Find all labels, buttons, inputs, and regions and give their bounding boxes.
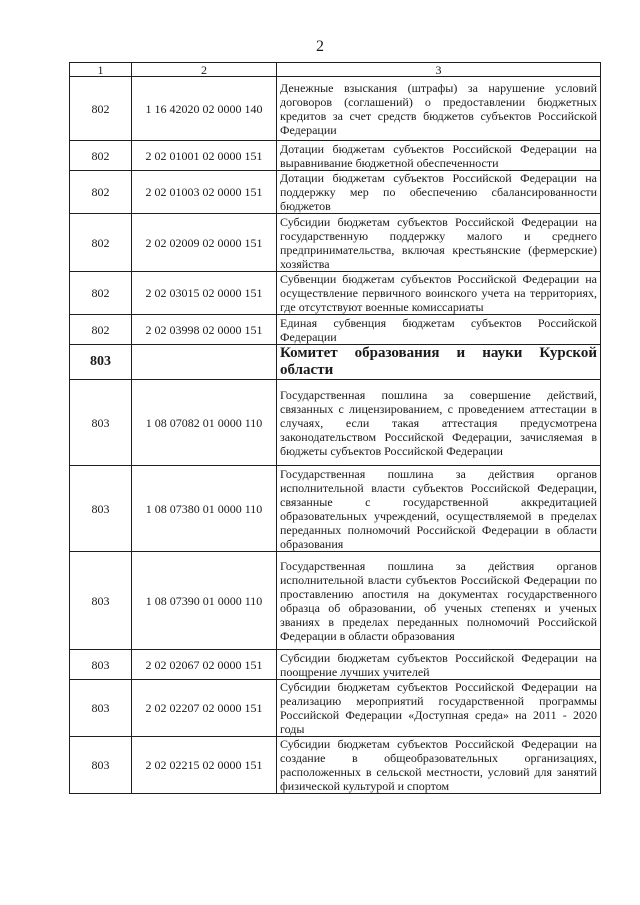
- revenue-code-cell: [132, 345, 277, 380]
- revenue-code-cell: 2 02 02009 02 0000 151: [132, 214, 277, 272]
- revenue-code-cell: 2 02 02067 02 0000 151: [132, 650, 277, 680]
- description-cell: Субсидии бюджетам субъектов Российской Федерации на государственную поддержку малого и среднего предпринимательства, включая крестьянские (фермерские) хозяйства: [277, 214, 601, 272]
- revenue-code-cell: 2 02 03015 02 0000 151: [132, 272, 277, 315]
- page-number: 2: [316, 38, 324, 55]
- admin-code-cell: 802: [70, 141, 132, 171]
- admin-code-cell: 802: [70, 171, 132, 214]
- admin-code-cell: 803: [70, 466, 132, 552]
- description-cell: Государственная пошлина за действия органов исполнительной власти субъектов Российской Федерации, связанные с государственной аккредитацией образовательных учреждений, осуществляемой в пределах переданных полномочий Российской Федерации в области образования: [277, 466, 601, 552]
- admin-code-cell: 803: [70, 650, 132, 680]
- revenue-code-cell: 1 16 42020 02 0000 140: [132, 77, 277, 141]
- description-cell: Дотации бюджетам субъектов Российской Федерации на поддержку мер по обеспечению сбалансированности бюджетов: [277, 171, 601, 214]
- header-col-2: 2: [132, 63, 277, 77]
- description-cell: Единая субвенция бюджетам субъектов Российской Федерации: [277, 315, 601, 345]
- header-col-1: 1: [70, 63, 132, 77]
- table-row: [70, 77, 601, 141]
- admin-code-cell: 803: [70, 680, 132, 737]
- revenue-code-cell: 1 08 07380 01 0000 110: [132, 466, 277, 552]
- budget-revenue-table: [69, 62, 601, 794]
- table-row: [70, 272, 601, 315]
- table-body: [70, 63, 601, 794]
- description-cell: Денежные взыскания (штрафы) за нарушение условий договоров (соглашений) о предоставлении бюджетных кредитов за счет средств бюджетов субъектов Российской Федерации: [277, 77, 601, 141]
- revenue-code-cell: 2 02 01001 02 0000 151: [132, 141, 277, 171]
- description-cell: Комитет образования и науки Курской области: [277, 345, 601, 380]
- table-section-row: [70, 345, 601, 380]
- revenue-code-cell: 2 02 03998 02 0000 151: [132, 315, 277, 345]
- revenue-code-cell: 1 08 07082 01 0000 110: [132, 380, 277, 466]
- description-cell: Субсидии бюджетам субъектов Российской Федерации на реализацию мероприятий государственной программы Российской Федерации «Доступная среда» на 2011 - 2020 годы: [277, 680, 601, 737]
- table-row: [70, 214, 601, 272]
- table-header-row: [70, 63, 601, 77]
- description-cell: Государственная пошлина за действия органов исполнительной власти субъектов Российской Федерации по проставлению апостиля на документах государственного образца об образовании, об ученых степенях и ученых званиях в пределах переданных полномочий Российской Федерации в области образования: [277, 552, 601, 650]
- admin-code-cell: 802: [70, 272, 132, 315]
- admin-code-cell: 803: [70, 737, 132, 794]
- table-row: [70, 380, 601, 466]
- admin-code-cell: 803: [70, 552, 132, 650]
- admin-code-cell: 803: [70, 345, 132, 380]
- revenue-code-cell: 2 02 02215 02 0000 151: [132, 737, 277, 794]
- table-row: [70, 650, 601, 680]
- table-row: [70, 171, 601, 214]
- description-cell: Дотации бюджетам субъектов Российской Федерации на выравнивание бюджетной обеспеченности: [277, 141, 601, 171]
- header-col-3: 3: [277, 63, 601, 77]
- description-cell: Государственная пошлина за совершение действий, связанных с лицензированием, с проведением аттестации в случаях, если такая аттестация предусмотрена законодательством Российской Федерации, зачисляемая в бюджеты субъектов Российской Федерации: [277, 380, 601, 466]
- revenue-code-cell: 2 02 02207 02 0000 151: [132, 680, 277, 737]
- description-cell: Субвенции бюджетам субъектов Российской Федерации на осуществление первичного воинского учета на территориях, где отсутствуют военные комиссариаты: [277, 272, 601, 315]
- revenue-code-cell: 2 02 01003 02 0000 151: [132, 171, 277, 214]
- description-cell: Субсидии бюджетам субъектов Российской Федерации на создание в общеобразовательных организациях, расположенных в сельской местности, условий для занятий физической культурой и спортом: [277, 737, 601, 794]
- table-row: [70, 141, 601, 171]
- admin-code-cell: 803: [70, 380, 132, 466]
- table-row: [70, 737, 601, 794]
- admin-code-cell: 802: [70, 77, 132, 141]
- table-row: [70, 552, 601, 650]
- revenue-code-cell: 1 08 07390 01 0000 110: [132, 552, 277, 650]
- table-row: [70, 315, 601, 345]
- table-row: [70, 466, 601, 552]
- admin-code-cell: 802: [70, 214, 132, 272]
- table-row: [70, 680, 601, 737]
- description-cell: Субсидии бюджетам субъектов Российской Федерации на поощрение лучших учителей: [277, 650, 601, 680]
- admin-code-cell: 802: [70, 315, 132, 345]
